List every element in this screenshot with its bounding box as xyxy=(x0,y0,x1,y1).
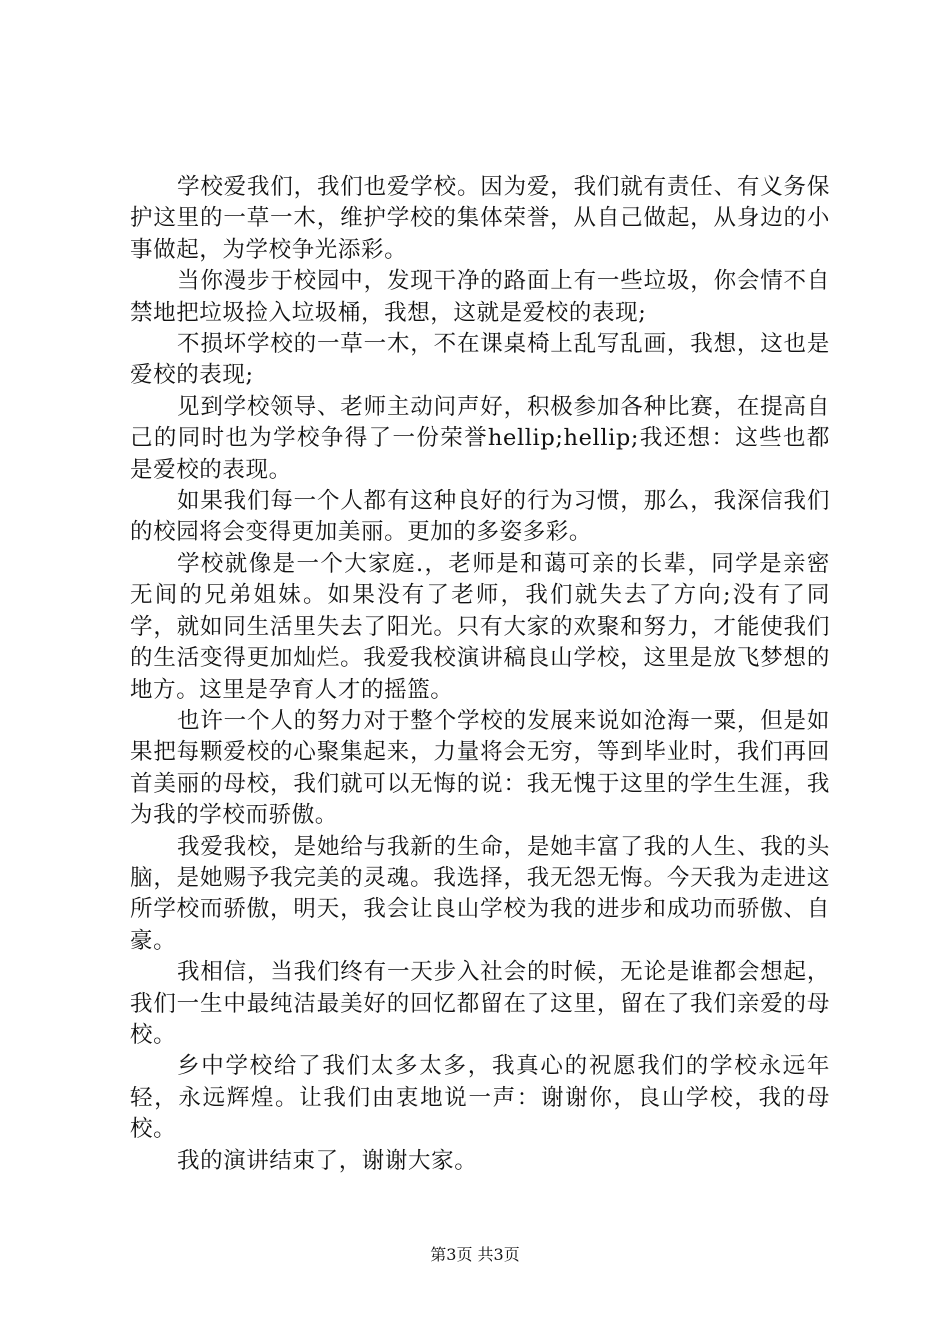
paragraph: 不损坏学校的一草一木，不在课桌椅上乱写乱画，我想，这也是爱校的表现; xyxy=(130,331,830,389)
paragraph: 也许一个人的努力对于整个学校的发展来说如沧海一粟，但是如果把每颗爱校的心聚集起来，力量将会无穷，等到毕业时，我们再回首美丽的母校，我们就可以无悔的说：我无愧于这里的学生生涯，我为我的学校而骄傲。 xyxy=(130,707,830,829)
paragraph: 我相信，当我们终有一天步入社会的时候，无论是谁都会想起，我们一生中最纯洁最美好的回忆都留在了这里，留在了我们亲爱的母校。 xyxy=(130,959,830,1048)
page-number-footer: 第3页 共3页 xyxy=(430,1245,520,1264)
paragraph: 乡中学校给了我们太多太多，我真心的祝愿我们的学校永远年轻，永远辉煌。让我们由衷地说一声：谢谢你，良山学校，我的母校。 xyxy=(130,1053,830,1143)
paragraph: 见到学校领导、老师主动问声好，积极参加各种比赛，在提高自己的同时也为学校争得了一份荣誉hellip;hellip;我还想：这些也都是爱校的表现。 xyxy=(130,393,830,483)
paragraph: 学校爱我们，我们也爱学校。因为爱，我们就有责任、有义务保护这里的一草一木，维护学校的集体荣誉，从自己做起，从身边的小事做起，为学校争光添彩。 xyxy=(130,174,830,263)
paragraph: 如果我们每一个人都有这种良好的行为习惯，那么，我深信我们的校园将会变得更加美丽。更加的多姿多彩。 xyxy=(130,488,830,546)
paragraph: 我爱我校，是她给与我新的生命，是她丰富了我的人生、我的头脑，是她赐予我完美的灵魂。我选择，我无怨无悔。今天我为走进这所学校而骄傲，明天，我会让良山学校为我的进步和成功而骄傲、自豪。 xyxy=(130,833,830,954)
paragraph: 学校就像是一个大家庭.，老师是和蔼可亲的长辈，同学是亲密无间的兄弟姐妹。如果没有了老师，我们就失去了方向;没有了同学，就如同生活里失去了阳光。只有大家的欢聚和努力，才能使我们的生活变得更加灿烂。我爱我校演讲稿良山学校，这里是放飞梦想的地方。这里是孕育人才的摇篮。 xyxy=(130,550,830,703)
paragraph: 当你漫步于校园中，发现干净的路面上有一些垃圾，你会情不自禁地把垃圾捡入垃圾桶，我想，这就是爱校的表现; xyxy=(130,268,830,326)
document-body xyxy=(130,172,830,1177)
paragraph: 我的演讲结束了，谢谢大家。 xyxy=(177,1147,478,1174)
